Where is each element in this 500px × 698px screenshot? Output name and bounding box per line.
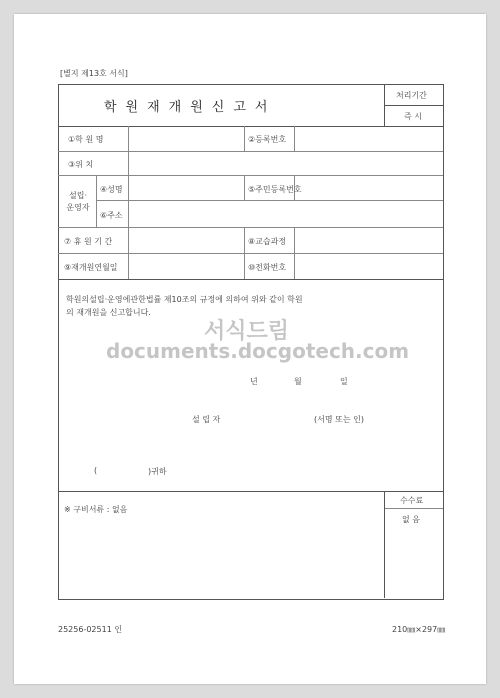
curriculum-label: ⑧교습과정 bbox=[248, 237, 287, 246]
recipient-open: ( bbox=[94, 466, 98, 475]
processing-period-label: 처리기간 bbox=[396, 91, 427, 100]
form-title: 학원재개원신고서 bbox=[104, 100, 277, 115]
name-label: ④성명 bbox=[100, 185, 123, 194]
closure-period-label: ⑦ 휴 원 기 간 bbox=[64, 237, 113, 246]
founder-label: 설 립 자 bbox=[192, 415, 221, 424]
statement-line-1: 학원의설립·운영에관한법률 제10조의 규정에 의하여 위와 같이 학원 bbox=[66, 295, 303, 304]
resident-number-label: ⑤주민등록번호 bbox=[248, 185, 302, 194]
phone-label: ⑩전화번호 bbox=[248, 263, 287, 272]
statement-line-2: 의 재개원을 신고합니다. bbox=[66, 308, 151, 317]
fee-label: 수수료 bbox=[400, 496, 424, 505]
academy-name-label: ①학 원 명 bbox=[68, 135, 104, 144]
watermark-brand: 서식드림 bbox=[204, 319, 290, 344]
date-day-label: 일 bbox=[340, 377, 348, 386]
processing-period-value: 즉 시 bbox=[404, 112, 422, 121]
footer-code: 25256-02511 인 bbox=[58, 625, 123, 634]
required-documents: ※ 구비서류 : 없음 bbox=[64, 505, 128, 514]
date-year-label: 년 bbox=[250, 377, 258, 386]
fee-value: 없 음 bbox=[402, 515, 420, 524]
registration-number-label: ②등록번호 bbox=[248, 135, 287, 144]
founder-operator-label: 설립· 운영자 bbox=[66, 191, 90, 212]
signature-label: (서명 또는 인) bbox=[314, 415, 364, 424]
address-label: ⑥주소 bbox=[100, 211, 123, 220]
watermark-url: documents.docgotech.com bbox=[106, 339, 410, 363]
date-month-label: 월 bbox=[294, 377, 302, 386]
reopening-date-label: ⑨재개원연월일 bbox=[64, 263, 118, 272]
location-label: ③위 치 bbox=[68, 160, 94, 169]
recipient-close: )귀하 bbox=[148, 467, 167, 476]
footer-size: 210㎜×297㎜ bbox=[392, 625, 446, 634]
form-number: [별지 제13호 서식] bbox=[60, 69, 128, 78]
form-sheet bbox=[14, 14, 486, 684]
